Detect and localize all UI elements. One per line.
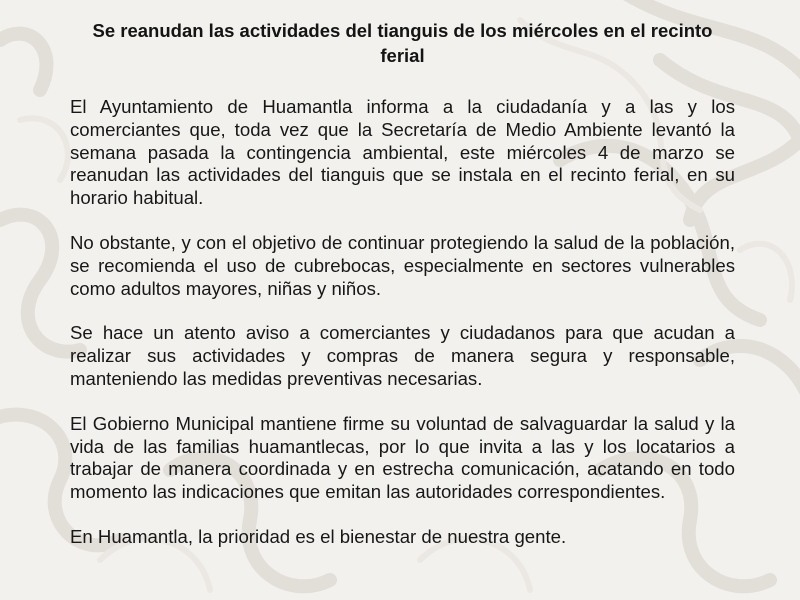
notice-document — [70, 18, 735, 549]
notice-title: Se reanudan las actividades del tianguis de los miércoles en el recinto ferial — [92, 20, 713, 66]
paragraph-recomendacion-cubrebocas: No obstante, y con el objetivo de continuar protegiendo la salud de la población, se recomienda el uso de cubrebocas, especialmente en sectores vulnerables como adultos mayores, niñas y niños. — [70, 231, 735, 299]
paragraph-gobierno-municipal: El Gobierno Municipal mantiene firme su voluntad de salvaguardar la salud y la vida de las familias huamantlecas, por lo que invita a las y los locatarios a trabajar de manera coordinada y en estrecha comunicación, acatando en todo momento las indicaciones que emitan las autoridades correspondientes. — [70, 412, 735, 503]
paragraph-reanudacion: El Ayuntamiento de Huamantla informa a la ciudadanía y a las y los comerciantes que, toda vez que la Secretaría de Medio Ambiente levantó la semana pasada la contingencia ambiental, este miércoles 4 de marzo se reanudan las actividades del tianguis que se instala en el recinto ferial, en su horario habitual. — [70, 96, 735, 209]
paragraph-aviso-comerciantes: Se hace un atento aviso a comerciantes y ciudadanos para que acudan a realizar sus actividades y compras de manera segura y responsable, manteniendo las medidas preventivas necesarias. — [70, 322, 735, 389]
notice-body — [70, 96, 735, 549]
paragraph-cierre: En Huamantla, la prioridad es el bienestar de nuestra gente. — [70, 525, 567, 547]
